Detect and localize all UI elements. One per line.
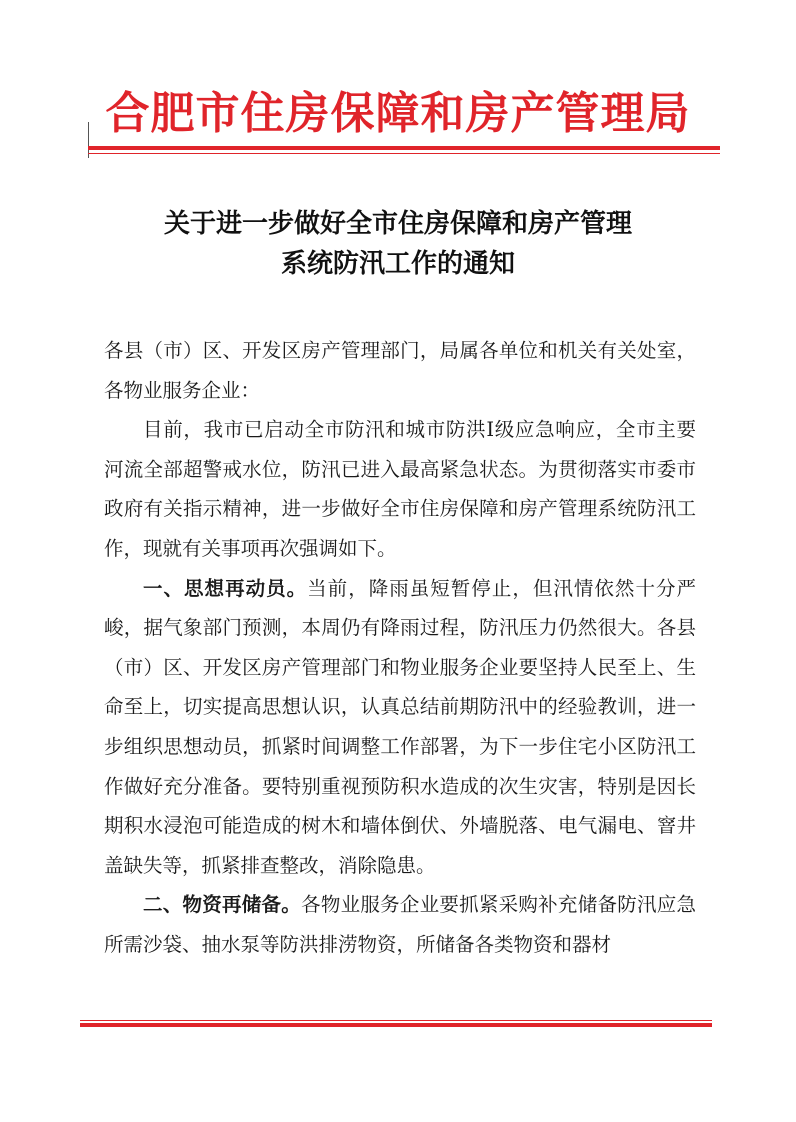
title-line-2: 系统防汛工作的通知 [280, 249, 515, 279]
document-body [104, 331, 696, 965]
letterhead-org-name: 合肥市住房保障和房产管理局 [105, 88, 691, 139]
footer-red-rule [80, 1020, 712, 1028]
title-line-1: 关于进一步做好全市住房保障和房产管理 [163, 209, 632, 239]
section-1-paragraph [104, 569, 696, 886]
salutation: 各县（市）区、开发区房产管理部门，局属各单位和机关有关处室，各物业服务企业： [104, 339, 696, 402]
letterhead-red-rule [88, 146, 720, 156]
section-2-heading: 二、物资再储备。 [143, 893, 302, 917]
intro-paragraph: 目前，我市已启动全市防汛和城市防洪Ⅰ级应急响应，全市主要河流全部超警戒水位，防汛已进入最高紧急状态。为贯彻落实市委市政府有关指示精神，进一步做好全市住房保障和房产管理系统防汛工作，现就有关事项再次强调如下。 [104, 418, 696, 560]
section-2-text: 各物业服务企业要抓紧采购补充储备防汛应急所需沙袋、抽水泵等防洪排涝物资，所储备各类物资和器材 [104, 893, 696, 956]
section-1-text: 当前，降雨虽短暂停止，但汛情依然十分严峻，据气象部门预测，本周仍有降雨过程，防汛压力仍然很大。各县（市）区、开发区房产管理部门和物业服务企业要坚持人民至上、生命至上，切实提高思想认识，认真总结前期防汛中的经验教训，进一步组织思想动员，抓紧时间调整工作部署，为下一步住宅小区防汛工作做好充分准备。要特别重视预防积水造成的次生灾害，特别是因长期积水浸泡可能造成的树木和墙体倒伏、外墙脱落、电气漏电、窨井盖缺失等，抓紧排查整改，消除隐患。 [104, 576, 696, 877]
document-title [60, 204, 736, 284]
section-1-heading: 一、思想再动员。 [143, 576, 308, 600]
section-2-paragraph [104, 885, 696, 964]
